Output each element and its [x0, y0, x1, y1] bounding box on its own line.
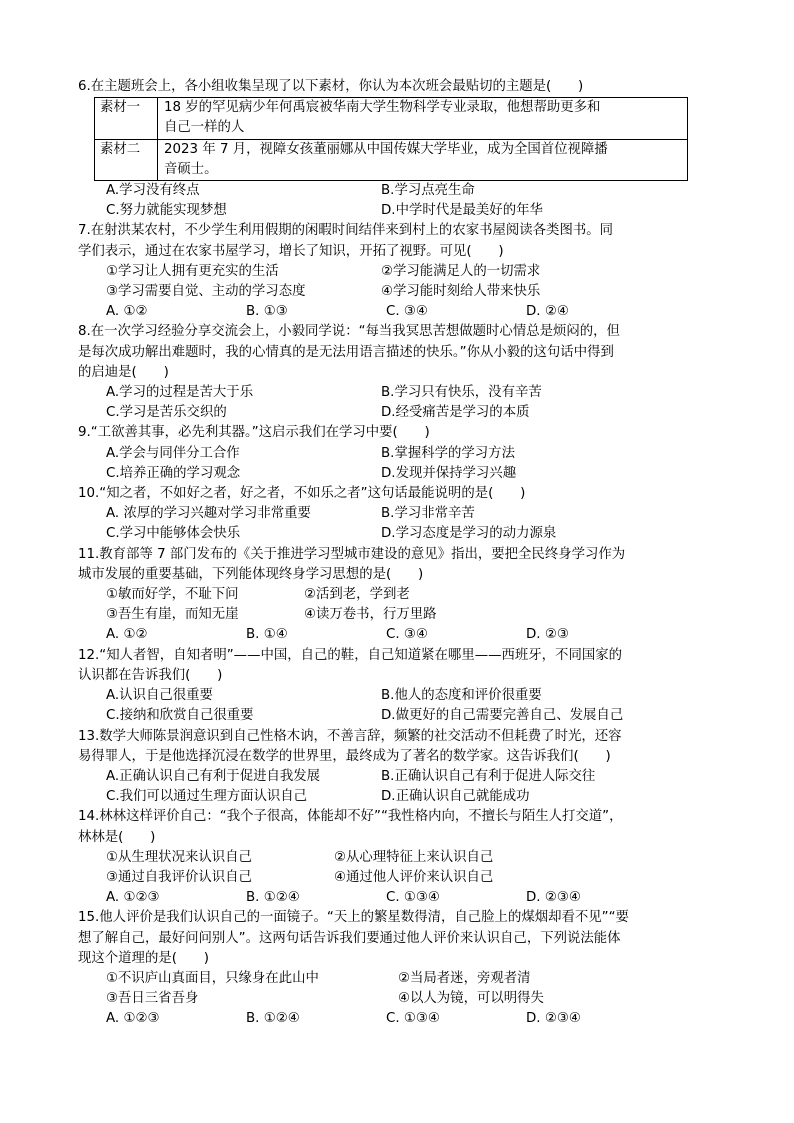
material-text: 18 岁的罕见病少年何禹宸被华南大学生物科学专业录取，他想帮助更多和 自己一样的人 [158, 98, 688, 139]
list-item: ④学习能时刻给人带来快乐 [381, 284, 541, 300]
material-label: 素材一 [95, 98, 158, 139]
items-row [78, 848, 718, 868]
option[interactable]: A. ①② [106, 627, 148, 643]
question-9 [78, 423, 718, 484]
option[interactable]: B.掌握科学的学习方法 [381, 445, 515, 461]
list-item: ①从生理状况来认识自己 [106, 849, 252, 865]
options-row [78, 888, 718, 908]
question-stem: 7.在射洪某农村，不少学生利用假期的闲暇时间结伴来到村上的农家书屋阅读各类图书。同 [78, 223, 614, 239]
list-item: ③通过自我评价认识自己 [106, 869, 252, 885]
list-item: ③学习需要自觉、主动的学习态度 [106, 284, 306, 300]
option[interactable]: B.学习只有快乐，没有辛苦 [381, 385, 542, 401]
option[interactable]: B. ①②④ [246, 890, 300, 906]
material-label: 素材二 [95, 139, 158, 180]
options-row [78, 787, 718, 807]
option[interactable]: C. ①③④ [386, 890, 440, 906]
question-10 [78, 484, 718, 545]
options-row [78, 201, 718, 221]
option[interactable]: A.正确认识自己有利于促进自我发展 [106, 768, 321, 784]
table-row [95, 98, 688, 139]
option[interactable]: D.中学时代是最美好的年华 [381, 203, 543, 219]
options-row [78, 444, 718, 464]
option[interactable]: C.学习中能够体会快乐 [106, 526, 241, 542]
options-row [78, 403, 718, 423]
items-row [78, 262, 718, 282]
question-stem: 易得罪人，于是他选择沉浸在数学的世界里，最终成为了著名的数学家。这告诉我们( ) [78, 748, 611, 764]
options-row [78, 686, 718, 706]
items-row [78, 282, 718, 302]
question-7 [78, 221, 718, 322]
option[interactable]: A.学习的过程是苦大于乐 [106, 385, 254, 401]
option[interactable]: C. ③④ [386, 627, 428, 643]
option[interactable]: D. ②③ [526, 627, 569, 643]
question-stem: 的启迪是( ) [78, 364, 169, 380]
list-item: ③吾生有崖，而知无崖 [106, 607, 239, 623]
options-row [78, 504, 718, 524]
question-14 [78, 807, 718, 908]
list-item: ④通过他人评价来认识自己 [334, 869, 494, 885]
option[interactable]: B. ①②④ [246, 1011, 300, 1027]
question-stem: 15.他人评价是我们认识自己的一面镜子。“天上的繁星数得清，自己脸上的煤烟却看不见”“要 [78, 910, 629, 926]
question-stem: 12.“知人者智，自知者明”——中国，自己的鞋，自己知道紧在哪里——西班牙，不同国家的 [78, 647, 623, 663]
options-row [78, 767, 718, 787]
question-stem: 认识都在告诉我们( ) [78, 667, 223, 683]
question-stem: 是每次成功解出难题时，我的心情真的是无法用语言描述的快乐。”你从小毅的这句话中得到 [78, 344, 614, 360]
list-item: ②从心理特征上来认识自己 [334, 849, 494, 865]
option[interactable]: C.学习是苦乐交织的 [106, 405, 227, 421]
items-row [78, 605, 718, 625]
option[interactable]: B.学习非常辛苦 [381, 506, 475, 522]
options-row [78, 181, 718, 201]
list-item: ②当局者迷，旁观者清 [398, 970, 531, 986]
option[interactable]: D.正确认识自己就能成功 [381, 789, 530, 805]
option[interactable]: C.我们可以通过生理方面认识自己 [106, 789, 308, 805]
option[interactable]: D.学习态度是学习的动力源泉 [381, 526, 557, 542]
question-stem: 10.“知之者，不如好之者，好之者，不如乐之者”这句话最能说明的是( ) [78, 486, 526, 502]
list-item: ④读万卷书，行万里路 [304, 607, 437, 623]
option[interactable]: C.接纳和欣赏自己很重要 [106, 708, 254, 724]
question-stem: 学们表示，通过在农家书屋学习，增长了知识，开拓了视野。可见( ) [78, 243, 504, 259]
options-row [78, 625, 718, 645]
material-text: 2023 年 7 月，视障女孩董丽娜从中国传媒大学毕业，成为全国首位视障播 音硕士。 [158, 139, 688, 180]
option[interactable]: D.发现并保持学习兴趣 [381, 465, 517, 481]
option[interactable]: C. ①③④ [386, 1011, 440, 1027]
option[interactable]: B.正确认识自己有利于促进人际交往 [381, 768, 596, 784]
question-12 [78, 646, 718, 727]
question-stem: 13.数学大师陈景润意识到自己性格木讷，不善言辞，频繁的社交活动不但耗费了时光，还容 [78, 728, 622, 744]
option[interactable]: B.他人的态度和评价很重要 [381, 688, 542, 704]
option[interactable]: B. ①③ [246, 304, 288, 320]
option[interactable]: D. ②③④ [526, 1011, 581, 1027]
option[interactable]: D.经受痛苦是学习的本质 [381, 405, 530, 421]
option[interactable]: A.认识自己很重要 [106, 688, 213, 704]
option[interactable]: C. ③④ [386, 304, 428, 320]
option[interactable]: B.学习点亮生命 [381, 183, 475, 199]
list-item: ①不识庐山真面目，只缘身在此山中 [106, 970, 319, 986]
list-item: ①学习让人拥有更充实的生活 [106, 263, 279, 279]
items-row [78, 585, 718, 605]
materials-table [94, 97, 688, 181]
list-item: ②活到老，学到老 [304, 587, 410, 603]
option[interactable]: A. ①②③ [106, 890, 160, 906]
question-stem: 11.教育部等 7 部门发布的《关于推进学习型城市建设的意见》指出，要把全民终身学习作为 [78, 546, 626, 562]
question-8 [78, 322, 718, 423]
question-stem: 林林是( ) [78, 829, 156, 845]
option[interactable]: A. 浓厚的学习兴趣对学习非常重要 [106, 506, 311, 522]
list-item: ②学习能满足人的一切需求 [381, 263, 541, 279]
question-sheet [78, 77, 718, 1030]
options-row [78, 524, 718, 544]
question-stem: 想了解自己，最好问问别人”。这两句话告诉我们要通过他人评价来认识自己，下列说法能体 [78, 930, 621, 946]
question-13 [78, 727, 718, 808]
question-stem: 9.“工欲善其事，必先利其器。”这启示我们在学习中要( ) [78, 425, 430, 441]
option[interactable]: D. ②③④ [526, 890, 581, 906]
list-item: ③吾日三省吾身 [106, 991, 199, 1007]
option[interactable]: C.培养正确的学习观念 [106, 465, 241, 481]
option[interactable]: A. ①②③ [106, 1011, 160, 1027]
option[interactable]: A. ①② [106, 304, 148, 320]
option[interactable]: D.做更好的自己需要完善自己、发展自己 [381, 708, 624, 724]
option[interactable]: A.学会与同伴分工合作 [106, 445, 240, 461]
options-row [78, 383, 718, 403]
options-row [78, 706, 718, 726]
question-15 [78, 908, 718, 1029]
list-item: ①敏而好学，不耻下问 [106, 587, 239, 603]
question-stem: 城市发展的重要基础，下列能体现终身学习思想的是( ) [78, 566, 424, 582]
options-row [78, 302, 718, 322]
options-row [78, 464, 718, 484]
question-stem: 6.在主题班会上，各小组收集呈现了以下素材，你认为本次班会最贴切的主题是( ) [78, 79, 584, 94]
question-6 [78, 77, 718, 221]
list-item: ④以人为镜，可以明得失 [398, 991, 544, 1007]
option[interactable]: A.学习没有终点 [106, 183, 200, 199]
option[interactable]: B. ①④ [246, 627, 288, 643]
table-row [95, 139, 688, 180]
items-row [78, 989, 718, 1009]
question-11 [78, 545, 718, 646]
question-stem: 现这个道理的是( ) [78, 950, 209, 966]
option[interactable]: C.努力就能实现梦想 [106, 203, 227, 219]
option[interactable]: D. ②④ [526, 304, 569, 320]
question-stem: 14.林林这样评价自己：“我个子很高，体能却不好”“我性格内向，不擅长与陌生人打交道”， [78, 809, 623, 825]
question-stem: 8.在一次学习经验分享交流会上，小毅同学说：“每当我冥思苦想做题时心情总是烦闷的，但 [78, 324, 620, 340]
options-row [78, 1009, 718, 1029]
items-row [78, 868, 718, 888]
items-row [78, 969, 718, 989]
